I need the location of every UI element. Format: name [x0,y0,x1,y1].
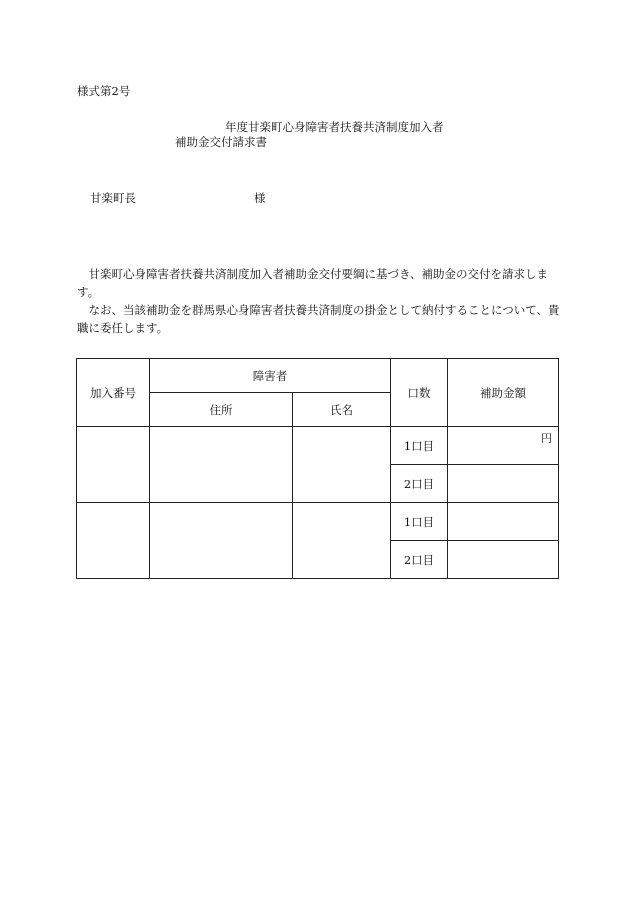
name-cell[interactable] [293,503,391,579]
header-address: 住所 [150,393,293,427]
amount-cell[interactable] [448,427,559,465]
title-line-2: 補助金交付請求書 [175,135,267,149]
installment-label: 2口目 [391,465,448,503]
installment-label: 1口目 [391,427,448,465]
header-enrollment-number: 加入番号 [77,359,150,427]
amount-cell[interactable] [448,503,559,541]
header-installments: 口数 [391,359,448,427]
amount-cell[interactable] [448,465,559,503]
header-name: 氏名 [293,393,391,427]
body-text [77,265,561,337]
title-line-1: 年度甘楽町心身障害者扶養共済制度加入者 [225,120,444,134]
amount-cell[interactable] [448,541,559,579]
name-cell[interactable] [293,427,391,503]
form-number: 様式第2号 [77,84,131,98]
paragraph-delegation: なお、当該補助金を群馬県心身障害者扶養共済制度の掛金として納付することについて、貴職に委任します。 [77,303,560,335]
address-cell[interactable] [150,427,293,503]
header-subsidy-amount: 補助金額 [448,359,559,427]
addressee: 甘楽町長 [90,191,136,205]
yen-unit: 円 [541,432,552,445]
enrollment-number-cell[interactable] [77,427,150,503]
subsidy-table [76,358,559,579]
honorific: 様 [254,191,266,205]
header-disabled-person: 障害者 [150,359,391,393]
installment-label: 1口目 [391,503,448,541]
address-cell[interactable] [150,503,293,579]
enrollment-number-cell[interactable] [77,503,150,579]
paragraph-request: 甘楽町心身障害者扶養共済制度加入者補助金交付要綱に基づき、補助金の交付を請求します。 [77,267,549,299]
installment-label: 2口目 [391,541,448,579]
